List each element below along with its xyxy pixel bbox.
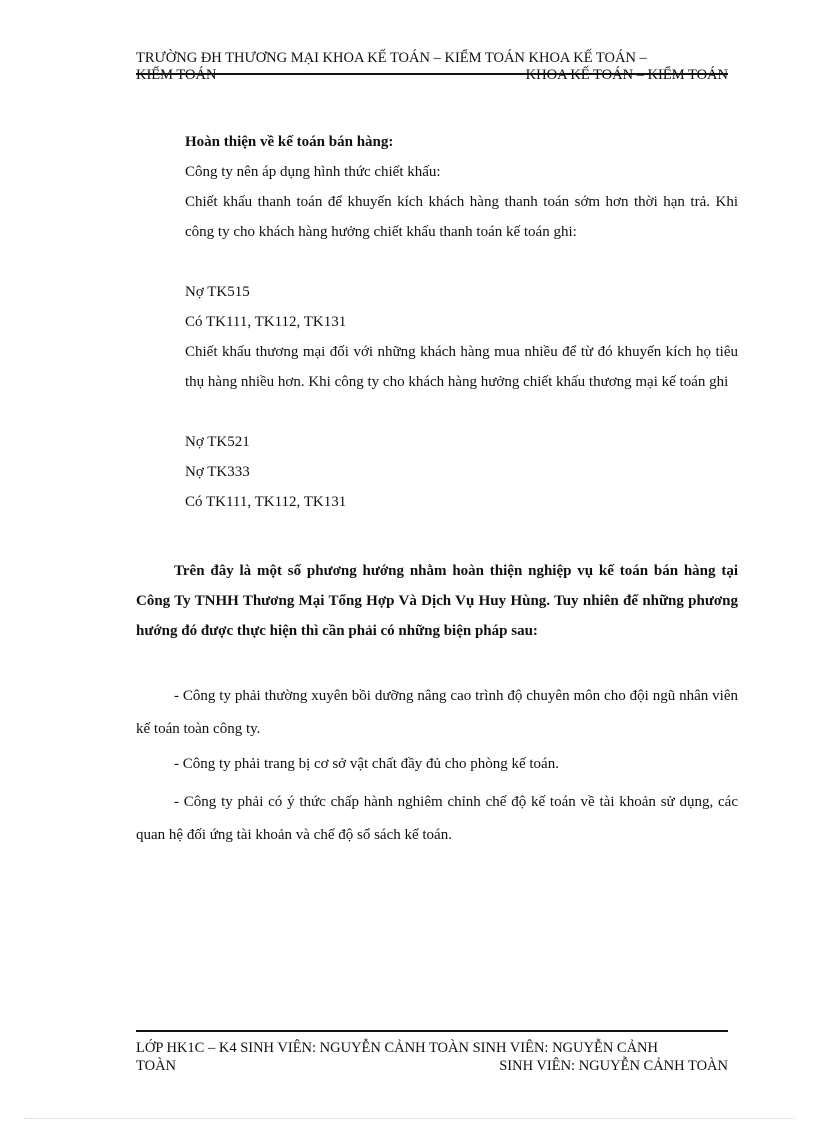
section-heading: Hoàn thiện về kế toán bán hàng:: [185, 134, 394, 150]
entry-debit-tk521: Nợ TK521: [185, 434, 250, 450]
footer-rule: [136, 1030, 728, 1032]
paragraph-discount-intro: Công ty nên áp dụng hình thức chiết khấu:: [185, 164, 441, 180]
header-line-1: TRƯỜNG ĐH THƯƠNG MẠI KHOA KẾ TOÁN – KIỂM TOÁN KHOA KẾ TOÁN –: [136, 50, 647, 66]
footer-line-2-right: SINH VIÊN: NGUYỄN CẢNH TOÀN: [499, 1058, 728, 1074]
entry-credit-1: Có TK111, TK112, TK131: [185, 314, 347, 330]
list-item: - Công ty phải có ý thức chấp hành nghiêm chỉnh chế độ kế toán về tài khoản sử dụng, các quan hệ đối ứng tài khoản và chế độ sổ sách kế toán.: [136, 794, 738, 843]
list-item: - Công ty phải thường xuyên bồi dưỡng nâng cao trình độ chuyên môn cho đội ngũ nhân viên kế toán toàn công ty.: [136, 688, 738, 737]
paragraph-payment-discount: Chiết khấu thanh toán để khuyến kích khách hàng thanh toán sớm hơn thời hạn trả. Khi công ty cho khách hàng hưởng chiết khấu thanh toán kế toán ghi:: [185, 194, 738, 240]
entry-credit-2: Có TK111, TK112, TK131: [185, 494, 347, 510]
footer-line-2: [136, 1058, 728, 1074]
header-line-2: [136, 67, 728, 83]
entry-debit-tk333: Nợ TK333: [185, 464, 250, 480]
footer-line-1: LỚP HK1C – K4 SINH VIÊN: NGUYỄN CẢNH TOÀN SINH VIÊN: NGUYỄN CẢNH: [136, 1040, 658, 1056]
list-item: - Công ty phải trang bị cơ sở vật chất đầy đủ cho phòng kế toán.: [174, 756, 559, 772]
entry-debit-tk515: Nợ TK515: [185, 284, 250, 300]
page-bottom-dotted-divider: [24, 1118, 794, 1119]
paragraph-trade-discount: Chiết khấu thương mại đối với những khách hàng mua nhiều để từ đó khuyến kích họ tiêu thụ hàng nhiều hơn. Khi công ty cho khách hàng hưởng chiết khấu thương mại kế toán ghi: [185, 344, 738, 390]
header-rule: [136, 73, 728, 75]
header-line-2-right: KHOA KẾ TOÁN – KIỂM TOÁN: [525, 67, 728, 83]
header-line-2-left: KIỂM TOÁN: [136, 67, 217, 83]
footer-line-2-left: TOÀN: [136, 1058, 177, 1074]
summary-paragraph: Trên đây là một số phương hướng nhằm hoàn thiện nghiệp vụ kế toán bán hàng tại Công Ty TNHH Thương Mại Tổng Hợp Và Dịch Vụ Huy Hùng. Tuy nhiên để những phương hướng đó được thực hiện thì cần phải có những biện pháp sau:: [136, 563, 738, 639]
